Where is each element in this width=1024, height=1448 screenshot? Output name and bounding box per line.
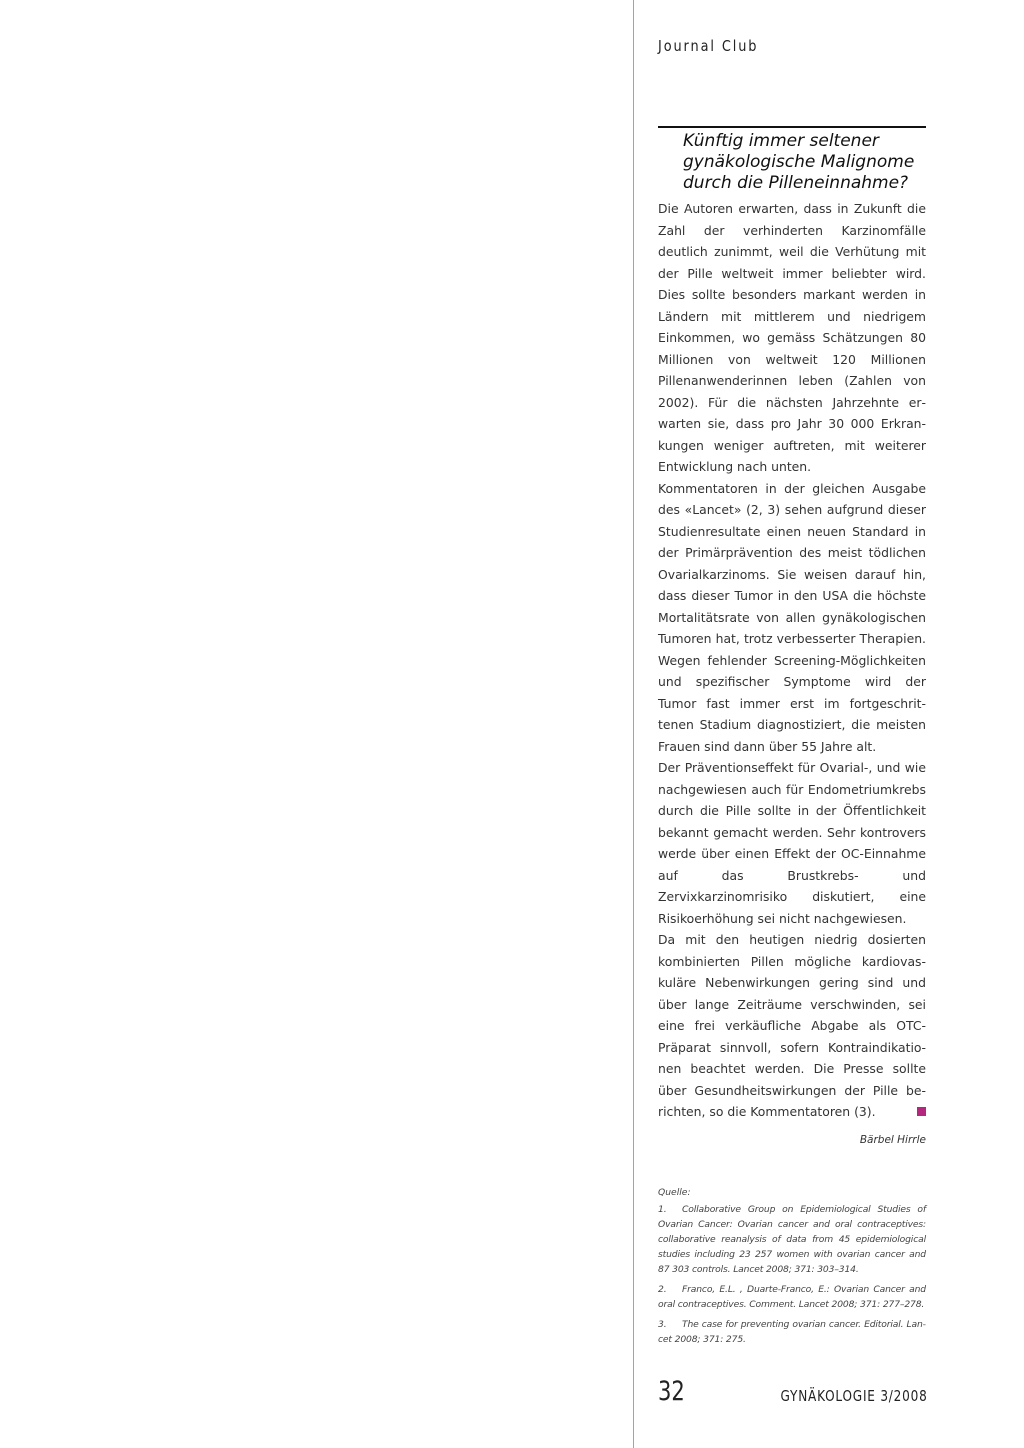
reference-number: 3. (658, 1319, 667, 1330)
reference-text: The case for preventing ovarian cancer. Editorial. Lancet 2008; 371: 275. (658, 1319, 926, 1345)
reference-item (658, 1317, 926, 1347)
headline-rule (658, 126, 926, 128)
reference-number: 2. (658, 1284, 667, 1295)
section-label: Journal Club (658, 37, 759, 55)
article-headline (683, 131, 933, 194)
body-paragraph-text: Da mit den heutigen niedrig dosierten kombinierten Pillen mögliche kardiovaskuläre Nebenwirkungen gering sind und über lange Zeiträume verschwinden, sei eine frei verkäufliche Abgabe als OTC-Präparat sinnvoll, sofern Kontraindikationen beachtet werden. Die Presse sollte über Gesundheitswirkungen der Pille berichten, so die Kommentatoren (3). (658, 932, 926, 1119)
reference-number: 1. (658, 1204, 667, 1215)
sources-title: Quelle: (658, 1187, 691, 1198)
headline-line: Künftig immer seltener (683, 131, 879, 151)
reference-item (658, 1282, 926, 1312)
body-paragraph-last (658, 929, 926, 1123)
article-body (658, 198, 926, 1123)
article-author: Bärbel Hirrle (859, 1134, 926, 1146)
reference-text: Collaborative Group on Epidemiological Studies of Ovarian Cancer: Ovarian cancer and oral contraceptives: collaborative reanalysis of data from 45 epidemiological studies including 23 257 women with ovarian cancer and 87 303 controls. Lancet 2008; 371: 303–314. (658, 1204, 926, 1275)
body-paragraph: Der Präventionseffekt für Ovarial-, und wie nachgewiesen auch für Endometriumkrebs durch die Pille sollte in der Öffentlichkeit bekannt gemacht werden. Sehr kontrovers werde über einen Effekt der OC-Einnahme auf das Brustkrebs- und Zervixkarzinomrisiko diskutiert, eine Risikoerhöhung sei nicht nachgewiesen. (658, 760, 926, 926)
headline-line: durch die Pilleneinnahme? (683, 173, 909, 193)
reference-text: Franco, E.L. , Duarte-Franco, E.: Ovarian Cancer and oral contraceptives. Comment. Lancet 2008; 371: 277–278. (658, 1284, 926, 1310)
reference-item (658, 1202, 926, 1277)
page-number: 32 (658, 1376, 685, 1407)
journal-name: GYNÄKOLOGIE 3/2008 (780, 1387, 928, 1405)
headline-line: gynäkologische Malignome (683, 152, 915, 172)
end-mark-icon (917, 1107, 926, 1116)
sources-section (658, 1185, 926, 1352)
margin-line (633, 0, 634, 1448)
body-paragraph: Kommentatoren in der gleichen Ausgabe des «Lancet» (2, 3) sehen aufgrund dieser Studienresultate einen neuen Standard in der Primärprävention des meist tödlichen Ovarialkarzinoms. Sie weisen darauf hin, dass dieser Tumor in den USA die höchste Mortalitätsrate von allen gynäkologischen Tumoren hat, trotz verbesserter Therapien. Wegen fehlender Screening-Möglichkeiten und spezifischer Symptome wird der Tumor fast immer erst im fortgeschrittenen Stadium diagnostiziert, die meisten Frauen sind dann über 55 Jahre alt. (658, 480, 926, 754)
body-paragraph: Die Autoren erwarten, dass in Zukunft die Zahl der verhinderten Karzinomfälle deutlich zunimmt, weil die Verhütung mit der Pille weltweit immer beliebter wird. Dies sollte besonders markant werden in Ländern mit mittlerem und niedrigem Einkommen, wo gemäss Schätzungen 80 Millionen von weltweit 120 Millionen Pillenanwenderinnen leben (Zahlen von 2002). Für die nächsten Jahrzehnte erwarten sie, dass pro Jahr 30 000 Erkrankungen weniger auftreten, mit weiterer Entwicklung nach unten. (658, 201, 926, 474)
